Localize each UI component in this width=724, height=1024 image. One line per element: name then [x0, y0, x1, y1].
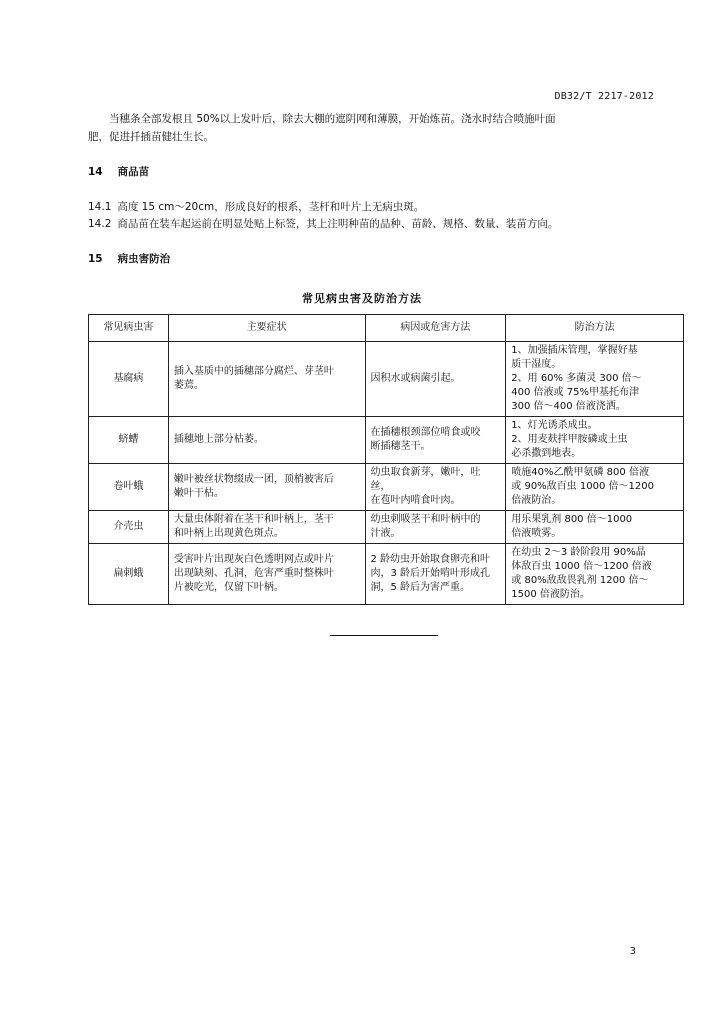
cause-line: 断插穗茎干。: [370, 441, 431, 452]
cause-line: 洞，5 龄后为害严重。: [370, 582, 471, 593]
symptom-line: 萎蔫。: [173, 380, 204, 391]
pest-name-cell: 卷叶蛾: [89, 464, 169, 511]
cause-cell: [365, 511, 506, 544]
table-header-row: [89, 315, 684, 342]
control-line: 必杀撒到地表。: [511, 448, 582, 459]
pest-name-cell: 蛴螬: [89, 417, 169, 464]
control-line: 1、加强插床管理，掌握好基: [511, 345, 638, 356]
cause-line: 汁液。: [370, 528, 401, 539]
clause-number: 14.1: [88, 201, 112, 213]
symptom-line: 插穗地上部分枯萎。: [173, 434, 264, 445]
symptom-line: 插入基质中的插穗部分腐烂、芽茎叶: [173, 366, 334, 377]
pest-name-cell: 扁刺蛾: [89, 544, 169, 605]
control-cell: [506, 511, 684, 544]
control-line: 倍液防治。: [511, 495, 562, 506]
symptom-line: 出现缺刻、孔洞，危害严重时整株叶: [173, 568, 334, 579]
control-line: 在幼虫 2～3 龄阶段用 90%晶: [511, 547, 646, 558]
control-line: 2、用 60% 多菌灵 300 倍～: [511, 373, 642, 384]
pest-name-cell: 介壳虫: [89, 511, 169, 544]
clause-text: 高度 15 cm～20cm，形成良好的根系，茎杆和叶片上无病虫斑。: [117, 201, 425, 213]
control-line: 1、灯光诱杀成虫。: [511, 420, 598, 431]
table-row: [89, 544, 684, 605]
control-line: 喷施40%乙酰甲氨磷 800 倍液: [511, 467, 649, 478]
control-cell: [506, 464, 684, 511]
section-15-heading: [88, 251, 170, 266]
control-line: 2、用麦麸拌甲胺磷或土虫: [511, 434, 628, 445]
clause-14-1: [88, 199, 424, 214]
cause-line: 在插穗根颈部位啃食或咬: [370, 427, 481, 438]
control-line: 300 倍～400 倍液浇洒。: [511, 401, 626, 412]
symptom-cell: [168, 417, 365, 464]
end-of-document-rule: [330, 635, 438, 636]
symptom-line: 和叶柄上出现黄色斑点。: [173, 528, 284, 539]
symptom-cell: [168, 342, 365, 417]
section-14-heading: [88, 164, 149, 179]
intro-line: 肥，促进扦插苗健壮生长。: [88, 131, 214, 143]
symptom-cell: [168, 464, 365, 511]
clause-number: 14.2: [88, 218, 112, 230]
symptom-line: 受害叶片出现灰白色透明网点或叶片: [173, 554, 334, 565]
section-number: 15: [88, 253, 103, 265]
column-header: 常见病虫害: [89, 315, 169, 342]
symptom-line: 嫩叶被丝状物缀成一团，顶梢被害后: [173, 474, 334, 485]
control-line: 倍液喷雾。: [511, 528, 562, 539]
control-cell: [506, 417, 684, 464]
symptom-line: 大量虫体附着在茎干和叶柄上，茎干: [173, 514, 334, 525]
table-caption: 常见病虫害及防治方法: [302, 292, 422, 305]
symptom-cell: [168, 511, 365, 544]
clause-text: 商品苗在装车起运前在明显处贴上标签，其上注明种苗的品种、苗龄、规格、数量、装苗方向。: [117, 218, 559, 230]
cause-line: 因积水或病菌引起。: [370, 373, 461, 384]
control-line: 1500 倍液防治。: [511, 589, 590, 600]
table-row: [89, 511, 684, 544]
symptom-line: 片被吃光，仅留下叶柄。: [173, 582, 284, 593]
cause-line: 幼虫取食新芽，嫩叶，吐丝，: [370, 467, 481, 492]
control-cell: [506, 544, 684, 605]
cause-cell: [365, 464, 506, 511]
control-line: 400 倍液或 75%甲基托布津: [511, 387, 639, 398]
pest-name-cell: 基腐病: [89, 342, 169, 417]
control-line: 体敌百虫 1000 倍～1200 倍液: [511, 561, 652, 572]
section-title: 病虫害防治: [117, 253, 171, 265]
cause-line: 2 龄幼虫开始取食卵壳和叶: [370, 554, 491, 565]
table-row: [89, 417, 684, 464]
column-header: 主要症状: [168, 315, 365, 342]
intro-paragraph: [88, 110, 662, 146]
control-cell: [506, 342, 684, 417]
cause-line: 幼虫刺吸茎干和叶柄中的: [370, 514, 481, 525]
control-line: 质干湿度。: [511, 359, 562, 370]
symptom-line: 嫩叶干枯。: [173, 488, 224, 499]
document-code: DB32/T 2217-2012: [554, 91, 654, 102]
column-header: 病因或危害方法: [365, 315, 506, 342]
cause-cell: [365, 544, 506, 605]
clause-14-2: [88, 216, 558, 231]
cause-cell: [365, 342, 506, 417]
control-line: 或 90%敌百虫 1000 倍～1200: [511, 481, 654, 492]
page-number: 3: [629, 946, 636, 957]
table-row: [89, 464, 684, 511]
table-row: [89, 342, 684, 417]
cause-cell: [365, 417, 506, 464]
section-number: 14: [88, 166, 103, 178]
section-title: 商品苗: [117, 166, 150, 178]
pest-control-table: [88, 314, 684, 605]
column-header: 防治方法: [506, 315, 684, 342]
cause-line: 在苞叶内啃食叶肉。: [370, 495, 461, 506]
symptom-cell: [168, 544, 365, 605]
intro-line: 当穗条全部发根且 50%以上发叶后，除去大棚的遮阴网和薄膜，开始炼苗。浇水时结合喷施叶面: [109, 113, 556, 125]
control-line: 或 80%敌敌畏乳剂 1200 倍～: [511, 575, 649, 586]
control-line: 用乐果乳剂 800 倍～1000: [511, 514, 633, 525]
cause-line: 肉，3 龄后开始啃叶形成孔: [370, 568, 491, 579]
